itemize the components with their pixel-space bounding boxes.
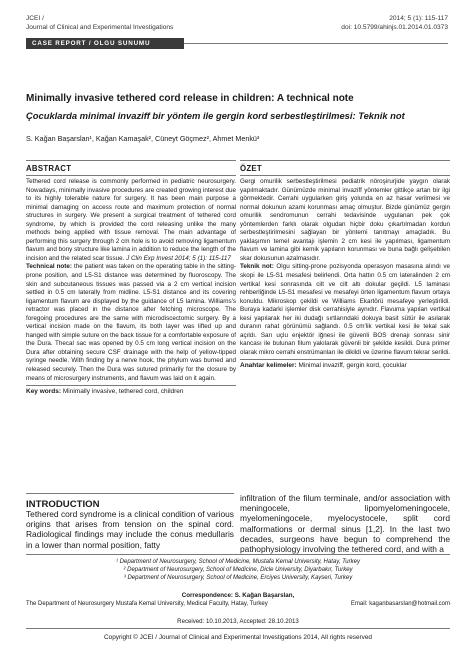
header-divider [184, 43, 448, 44]
copyright-notice: Copyright © JCEI / Journal of Clinical and Experimental Investigations 2014, All rights reserved [104, 634, 372, 641]
abstract-citation: J Clin Exp Invest 2014; 5 (1): 115-117 [126, 254, 231, 262]
ozet-heading: ÖZET [240, 160, 450, 176]
abstract-turkish [240, 160, 450, 371]
footnote-divider [26, 554, 450, 555]
teknik-not-text: Olgu sitting-prone pozisyonda operasyon masasına alındı ve skopi ile L5-S1 mesafesi belirlendi. Orta hattın 0.5 cm lateralinden 2 cm vertikal kesi sonrasında cilt ve cilt altı dokular geçildi. L5 laminası rehberliğinde L5-S1 mesafesi ve mesafeyi örten ligamentum flavum ortaya konuldu. Mikroskop çekildi ve Williams Ekartörü mesafeye yerleştirildi. Buraya kadarki işlemler disk cerrahisiyle aynıdır. Flavuma yapılan vertikal kesi yapılarak her iki dudağı sırtlarındaki dokuya basit sütür ile asılarak duranın rahat görünümü sağlandı. 0.5 cm'lik vertikal kesi ile tekal sak açıldı. Sarı uçlu enjektör iğnesi ile güvenli BOS drenajı sonrası sinir kancası ile bulunan filum yakılarak güvenli bir şekilde kesildi. Dura primer olarak mikro cerrahi enstrümanları ile dikildi ve üzerine flavum tekrar serildi. [240, 263, 450, 356]
ozet-body [240, 178, 450, 357]
abstract-body [26, 178, 236, 383]
journal-full-name: Journal of Clinical and Experimental Investigations [26, 24, 174, 31]
correspondence-address: The Department of Neurosurgery Mustafa Kemal University, Medical Faculty, Hatay, Turkey [26, 601, 268, 607]
anahtar-label: Anahtar kelimeler: [240, 362, 297, 370]
correspondence-details [26, 601, 450, 607]
doi-link[interactable]: doi: 10.5799/ahinjs.01.2014.01.0373 [341, 24, 448, 31]
article-subtitle-turkish: Çocuklarda minimal invaziff bir yöntem ile gergin kord serbestleştirilmesi: Teknik not [26, 110, 405, 121]
abstract-heading: ABSTRACT [26, 160, 236, 176]
journal-short-name: JCEI / [26, 15, 44, 22]
author-list: S. Kağan Başarslan¹, Kağan Kamaşak², Cüneyt Göçmez², Ahmet Menkü³ [26, 134, 260, 143]
copyright-divider [26, 628, 450, 629]
introduction-text-right: infiltration of the filum terminale, and/or association with meningocele, lipomyelomeningocele, myelomeningocele, myelocystocele, split cord malformations or dermal sinus [1,2]. In the last two decades, surgeons have begun to comprehend the pathophysiology involving the tethered cord, and with a [240, 493, 450, 555]
journal-header [26, 14, 173, 32]
keywords-text: Minimally invasive, tethered cord, children [62, 388, 184, 396]
article-title: Minimally invasive tethered cord release in children: A technical note [26, 93, 354, 104]
volume-info: 2014; 5 (1): 115-117 [389, 15, 448, 22]
keywords [26, 388, 236, 397]
affiliation-1: ¹ Department of Neurosurgery, School of Medicine, Mustafa Kemal University, Hatay, Turkey [116, 559, 360, 565]
correspondence-email[interactable]: Email: kaganbasarslan@hotmail.com [350, 601, 450, 607]
keywords-label: Key words: [26, 388, 62, 396]
anahtar-kelimeler [240, 362, 450, 371]
keywords-divider [26, 385, 236, 386]
received-accepted-dates: Received: 10.10.2013, Accepted: 28.10.2013 [177, 618, 299, 625]
abstract-english [26, 160, 236, 397]
teknik-not-label: Teknik not: [240, 263, 274, 271]
introduction-heading: INTRODUCTION [26, 493, 234, 510]
anahtar-text: Minimal invaziff, gergin kord, çocuklar [298, 362, 407, 370]
affiliation-3: ³ Department of Neurosurgery, School of Medicine, Erciyes University, Kayseri, Turkey [123, 575, 353, 581]
technical-note-label: Technical note: [26, 263, 72, 271]
introduction-text-left: Tethered cord syndrome is a clinical condition of various origins that arises from tension on the spinal cord. Radiological findings may include the conus medullaris in a lower than normal position, fatty [26, 509, 234, 550]
article-type-banner: CASE REPORT / OLGU SUNUMU [26, 38, 184, 49]
citation-header [341, 14, 448, 32]
correspondence-label: Correspondence: S. Kağan Başarslan, [181, 592, 295, 599]
anahtar-divider [240, 359, 450, 360]
abstract-main-text: Tethered cord release is commonly performed in pediatric neurosurgery. Nowadays, minimally invasive procedures are created growing interest due to its highly tolerable nature for surgery. It has been main purpose a minimal damaging on access route and maximum protection of normal structures in surgery. We present a surgical treatment of tethered cord syndrome, by which is provided the cord releasing unlike the many methods being applied with tissue removal. The main advantage of performing this surgery through 2 cm hole is to avoid removing ligamentum flavum and bony structure like lamina in addition to reduce the length of the incision and the related scar tissue. [26, 178, 236, 262]
affiliation-2: ² Department of Neurosurgery, School of Medicine, Dicle University, Diyarbakır, Turkey [123, 567, 353, 573]
ozet-main-text: Gergi omurilik serbestleştirilmesi pediatrik nöroşirurjide yaygın olarak yapılmaktadır. Günümüzde minimal invaziff yöntemler gittikçe artan bir ilgi görmektedir. Cerrahi uygularken giriş yolunda en az hasar verilmesi ve normal dokunun azami korunması amaç olmuştur. Bizde günümüz gergin omurilik sendromunun cerrahi tedavisinde uygulanan pek çok yöntemlerden farklı olarak olgudan hiçbir doku çıkartılmadan kordun serbestleştirilmesini sağlayan bir yöntemi tanıtmayı amaçladık. Bu yaklaşımın temel avantajı işlemin 2 cm kesi ile yapılması, ligamentum flavum ve lamina gibi kemik yapıların korunması ve buna bağlı gelişebilen skar dokusunun azalmasıdır. [240, 178, 450, 262]
technical-note-text: the patient was taken on the operating table in the sitting-prone position, and L5-S1 distance was determined by fluoroscopy. The skin and subcutaneous tissues was passed via a 2 cm vertical incision settled in 0.5 cm laterally from midline. L5-S1 distance and its covering ligamentum flavum are displayed by the guidance of L5 lamina. Williams's retractor was placed in the distance after fetching microscope. The foregoing procedures are the same with microdiscectomic surgery. By a vertical incision made on the flavum, its both layer was lifted up and hanged with simple suture on the back tissue for a comfortable exposure of the Dura. Thecal sac was opened by 0.5 cm long vertical incision on the Dura after obtaining secure CSF drainage with the help of yellow-tipped syringe needle. With finding by a nerve hook, the phylum was burned and released securely. Then the Dura was sutured primarily for the closure by means of microsurgery instruments, and flavum was laid on it again. [26, 263, 237, 382]
